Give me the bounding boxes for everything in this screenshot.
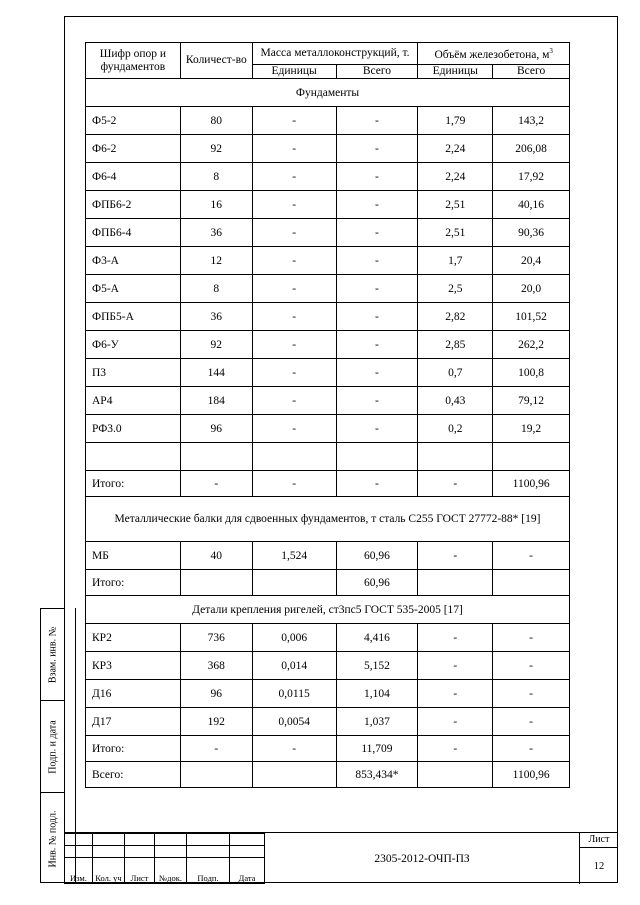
table-row: [86, 191, 570, 219]
side-label-signature: Подп. и дата: [47, 719, 58, 774]
stamp-col-sheet: Лист: [125, 858, 155, 884]
row-value-cell: 20,0: [493, 275, 570, 303]
document-number: 2305-2012-ОЧП-ПЗ: [264, 833, 580, 884]
row-code-cell: МБ: [86, 542, 181, 570]
stamp-col-signature: Подп.: [187, 858, 230, 884]
row-code-cell: Ф5-2: [86, 107, 181, 135]
side-cell-original: [41, 793, 64, 884]
stamp-col-date: Дата: [230, 858, 265, 884]
row-code-cell: Итого:: [86, 570, 181, 596]
header-volume: [418, 43, 570, 65]
row-value-cell: -: [418, 624, 493, 652]
row-value-cell: -: [336, 331, 418, 359]
row-value-cell: -: [252, 471, 336, 497]
table-row: [86, 680, 570, 708]
row-value-cell: 101,52: [493, 303, 570, 331]
row-value-cell: 0,014: [252, 652, 336, 680]
row-value-cell: -: [336, 303, 418, 331]
row-value-cell: -: [180, 471, 252, 497]
section-header-row: [86, 596, 570, 624]
row-value-cell: 12: [180, 247, 252, 275]
row-value-cell: -: [418, 680, 493, 708]
row-value-cell: -: [493, 680, 570, 708]
row-value-cell: -: [418, 652, 493, 680]
row-value-cell: -: [336, 135, 418, 163]
table-row: [86, 163, 570, 191]
row-value-cell: [418, 570, 493, 596]
section-title: Детали крепления ригелей, ст3пс5 ГОСТ 535-2005 [17]: [86, 596, 570, 624]
row-value-cell: -: [252, 736, 336, 762]
side-label-original: Инв. № подл.: [47, 810, 58, 867]
row-value-cell: 40: [180, 542, 252, 570]
row-value-cell: [180, 570, 252, 596]
row-value-cell: 184: [180, 387, 252, 415]
row-value-cell: -: [336, 163, 418, 191]
row-value-cell: -: [493, 736, 570, 762]
row-value-cell: 1,79: [418, 107, 493, 135]
row-value-cell: -: [252, 359, 336, 387]
row-value-cell: [336, 443, 418, 471]
title-block: [64, 832, 618, 884]
row-value-cell: 2,82: [418, 303, 493, 331]
row-code-cell: ФПБ6-4: [86, 219, 181, 247]
table-row: [86, 331, 570, 359]
sheet-label: Лист: [580, 833, 618, 848]
row-value-cell: -: [493, 652, 570, 680]
row-value-cell: 736: [180, 624, 252, 652]
table-body: [86, 79, 570, 788]
row-value-cell: 8: [180, 275, 252, 303]
total-row: [86, 471, 570, 497]
side-margin-block: [40, 608, 64, 883]
row-value-cell: -: [252, 163, 336, 191]
row-value-cell: 100,8: [493, 359, 570, 387]
section-header-row: [86, 497, 570, 542]
side-cell-replacement: [41, 609, 64, 701]
row-value-cell: -: [252, 415, 336, 443]
table-row: [86, 387, 570, 415]
table-row: [86, 542, 570, 570]
table-row: [86, 415, 570, 443]
row-value-cell: -: [252, 275, 336, 303]
row-code-cell: Всего:: [86, 762, 181, 788]
header-mass: Масса металлоконструкций, т.: [252, 43, 418, 65]
table-row: [86, 219, 570, 247]
row-value-cell: -: [252, 107, 336, 135]
stamp-col-docnum: №док.: [155, 858, 187, 884]
side-cell-signature: [41, 701, 64, 793]
row-value-cell: 19,2: [493, 415, 570, 443]
row-value-cell: -: [336, 275, 418, 303]
table-row: [86, 624, 570, 652]
row-value-cell: [252, 570, 336, 596]
row-value-cell: 80: [180, 107, 252, 135]
sheet-box: [580, 833, 618, 884]
row-value-cell: 143,2: [493, 107, 570, 135]
row-code-cell: П3: [86, 359, 181, 387]
row-value-cell: 1,037: [336, 708, 418, 736]
table-row: [86, 303, 570, 331]
row-value-cell: -: [180, 736, 252, 762]
header-mass-unit: Единицы: [252, 65, 336, 79]
row-value-cell: [418, 762, 493, 788]
header-volume-total: Всего: [493, 65, 570, 79]
row-code-cell: Итого:: [86, 736, 181, 762]
row-value-cell: 8: [180, 163, 252, 191]
row-value-cell: 4,416: [336, 624, 418, 652]
row-value-cell: 5,152: [336, 652, 418, 680]
row-value-cell: 36: [180, 219, 252, 247]
title-block-grid: [64, 833, 265, 884]
row-value-cell: -: [336, 107, 418, 135]
row-value-cell: -: [336, 471, 418, 497]
row-value-cell: 20,4: [493, 247, 570, 275]
row-value-cell: 1,7: [418, 247, 493, 275]
row-value-cell: -: [336, 387, 418, 415]
row-value-cell: 0,7: [418, 359, 493, 387]
section-header-row: [86, 79, 570, 107]
row-value-cell: -: [418, 708, 493, 736]
table-row: [86, 359, 570, 387]
row-code-cell: Д16: [86, 680, 181, 708]
row-value-cell: 90,36: [493, 219, 570, 247]
row-value-cell: 11,709: [336, 736, 418, 762]
table-row: [86, 708, 570, 736]
row-value-cell: 192: [180, 708, 252, 736]
row-value-cell: 92: [180, 135, 252, 163]
row-value-cell: 2,5: [418, 275, 493, 303]
row-value-cell: 0,43: [418, 387, 493, 415]
row-code-cell: ФПБ5-А: [86, 303, 181, 331]
row-code-cell: Итого:: [86, 471, 181, 497]
row-value-cell: -: [493, 624, 570, 652]
total-row: [86, 736, 570, 762]
row-value-cell: 2,24: [418, 135, 493, 163]
row-value-cell: 36: [180, 303, 252, 331]
row-value-cell: -: [336, 191, 418, 219]
row-value-cell: 17,92: [493, 163, 570, 191]
row-value-cell: 368: [180, 652, 252, 680]
table-row: [86, 247, 570, 275]
row-value-cell: 96: [180, 680, 252, 708]
table-row: [86, 443, 570, 471]
stamp-col-count: Кол. уч: [93, 858, 125, 884]
header-code: Шифр опор и фундаментов: [86, 43, 181, 79]
row-value-cell: 1100,96: [493, 471, 570, 497]
row-value-cell: 0,0054: [252, 708, 336, 736]
row-value-cell: [418, 443, 493, 471]
row-value-cell: 2,85: [418, 331, 493, 359]
header-volume-sup: 3: [549, 47, 553, 56]
row-code-cell: Ф6-У: [86, 331, 181, 359]
row-value-cell: 16: [180, 191, 252, 219]
stamp-col-change: Изм.: [65, 858, 93, 884]
row-value-cell: [493, 443, 570, 471]
row-value-cell: 262,2: [493, 331, 570, 359]
row-code-cell: [86, 443, 181, 471]
row-value-cell: 2,51: [418, 191, 493, 219]
table-row: [86, 107, 570, 135]
row-value-cell: 1,104: [336, 680, 418, 708]
row-code-cell: Ф5-А: [86, 275, 181, 303]
row-value-cell: 60,96: [336, 570, 418, 596]
row-value-cell: 144: [180, 359, 252, 387]
row-value-cell: 96: [180, 415, 252, 443]
total-row: [86, 570, 570, 596]
row-value-cell: 2,51: [418, 219, 493, 247]
row-value-cell: 2,24: [418, 163, 493, 191]
row-value-cell: 0,2: [418, 415, 493, 443]
row-value-cell: -: [252, 387, 336, 415]
table-row: [86, 135, 570, 163]
row-code-cell: Ф6-2: [86, 135, 181, 163]
row-value-cell: 1,524: [252, 542, 336, 570]
row-value-cell: -: [418, 736, 493, 762]
row-value-cell: 853,434*: [336, 762, 418, 788]
header-mass-total: Всего: [336, 65, 418, 79]
row-code-cell: КР3: [86, 652, 181, 680]
row-code-cell: ФПБ6-2: [86, 191, 181, 219]
row-value-cell: 0,006: [252, 624, 336, 652]
row-value-cell: -: [493, 542, 570, 570]
row-value-cell: [180, 443, 252, 471]
row-value-cell: -: [252, 247, 336, 275]
row-code-cell: КР2: [86, 624, 181, 652]
section-title: Фундаменты: [86, 79, 570, 107]
row-code-cell: Ф3-А: [86, 247, 181, 275]
row-value-cell: [252, 443, 336, 471]
row-value-cell: 0,0115: [252, 680, 336, 708]
row-value-cell: -: [336, 415, 418, 443]
row-value-cell: -: [252, 135, 336, 163]
row-value-cell: -: [252, 331, 336, 359]
row-value-cell: -: [336, 247, 418, 275]
row-value-cell: -: [493, 708, 570, 736]
row-value-cell: -: [252, 303, 336, 331]
row-value-cell: 1100,96: [493, 762, 570, 788]
table-row: [86, 275, 570, 303]
side-label-replacement: Взам. инв. №: [47, 626, 58, 683]
sheet-number: 12: [593, 860, 605, 872]
row-code-cell: Ф6-4: [86, 163, 181, 191]
row-value-cell: [252, 762, 336, 788]
row-value-cell: -: [252, 219, 336, 247]
row-value-cell: 92: [180, 331, 252, 359]
row-code-cell: АР4: [86, 387, 181, 415]
header-quantity: Количест-во: [180, 43, 252, 79]
row-code-cell: Д17: [86, 708, 181, 736]
row-code-cell: РФ3.0: [86, 415, 181, 443]
header-volume-text: Объём железобетона, м: [434, 48, 550, 61]
row-value-cell: -: [336, 219, 418, 247]
header-volume-unit: Единицы: [418, 65, 493, 79]
row-value-cell: 206,08: [493, 135, 570, 163]
row-value-cell: -: [418, 471, 493, 497]
row-value-cell: -: [252, 191, 336, 219]
row-value-cell: 40,16: [493, 191, 570, 219]
row-value-cell: -: [336, 359, 418, 387]
row-value-cell: 79,12: [493, 387, 570, 415]
row-value-cell: -: [418, 542, 493, 570]
row-value-cell: 60,96: [336, 542, 418, 570]
grand-total-row: [86, 762, 570, 788]
section-title: Металлические балки для сдвоенных фундаментов, т сталь С255 ГОСТ 27772-88* [19]: [86, 497, 570, 542]
specification-table: [85, 42, 570, 788]
row-value-cell: [493, 570, 570, 596]
row-value-cell: [180, 762, 252, 788]
table-row: [86, 652, 570, 680]
